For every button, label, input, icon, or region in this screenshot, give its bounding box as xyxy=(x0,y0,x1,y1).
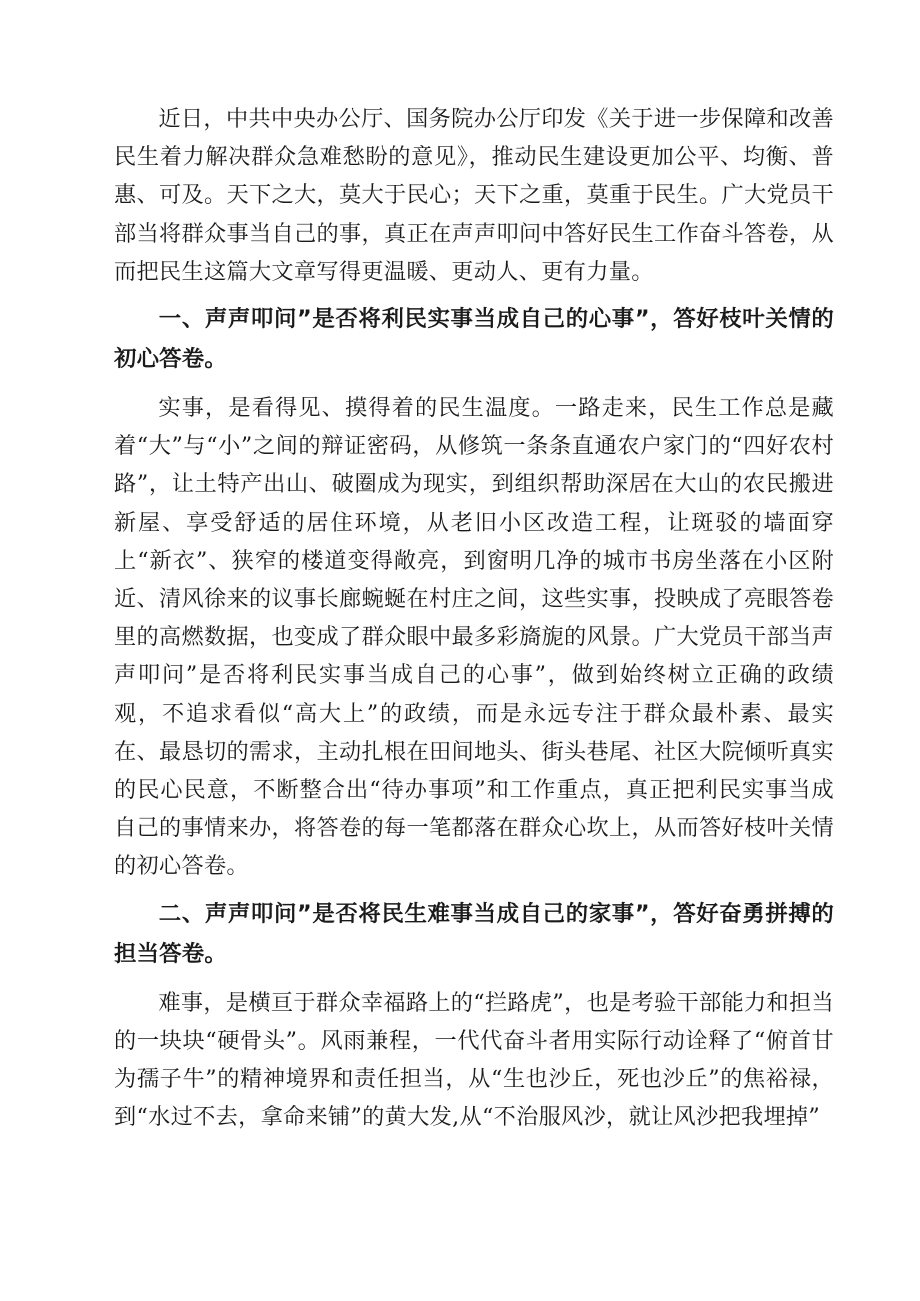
document-body xyxy=(114,100,834,1136)
intro-paragraph: 近日，中共中央办公厅、国务院办公厅印发《关于进一步保障和改善民生着力解决群众急难愁盼的意见》，推动民生建设更加公平、均衡、普惠、可及。天下之大，莫大于民心；天下之重，莫重于民生。广大党员干部当将群众事当自己的事，真正在声声叩问中答好民生工作奋斗答卷，从而把民生这篇大文章写得更温暖、更动人、更有力量。 xyxy=(114,106,834,285)
section-1-paragraph: 实事，是看得见、摸得着的民生温度。一路走来，民生工作总是藏着“大”与“小”之间的辩证密码，从修筑一条条直通农户家门的“四好农村路”，让土特产出山、破圈成为现实，到组织帮助深居在大山的农民搬进新屋、享受舒适的居住环境，从老旧小区改造工程，让斑驳的墙面穿上“新衣”、狭窄的楼道变得敞亮，到窗明几净的城市书房坐落在小区附近、清风徐来的议事长廊蜿蜒在村庄之间，这些实事，投映成了亮眼答卷里的高燃数据，也变成了群众眼中最多彩旖旎的风景。广大党员干部当声声叩问”是否将利民实事当成自己的心事”，做到始终树立正确的政绩观，不追求看似“高大上”的政绩，而是永远专注于群众最朴素、最实在、最恳切的需求，主动扎根在田间地头、街头巷尾、社区大院倾听真实的民心民意，不断整合出“待办事项”和工作重点，真正把利民实事当成自己的事情来办，将答卷的每一笔都落在群众心坎上，从而答好枝叶关情的初心答卷。 xyxy=(114,395,834,880)
section-2-paragraph: 难事，是横亘于群众幸福路上的“拦路虎”，也是考验干部能力和担当的一块块“硬骨头”。风雨兼程，一代代奋斗者用实际行动诠释了“俯首甘为孺子牛”的精神境界和责任担当，从“生也沙丘，死也沙丘”的焦裕禄，到“水过不去，拿命来铺”的黄大发,从“不治服风沙，就让风沙把我埋掉” xyxy=(114,989,834,1131)
section-heading-2: 二、声声叩问”是否将民生难事当成自己的家事”，答好奋勇拼搏的担当答卷。 xyxy=(114,900,834,967)
section-heading-1: 一、声声叩问”是否将利民实事当成自己的心事”，答好枝叶关情的初心答卷。 xyxy=(114,306,834,373)
